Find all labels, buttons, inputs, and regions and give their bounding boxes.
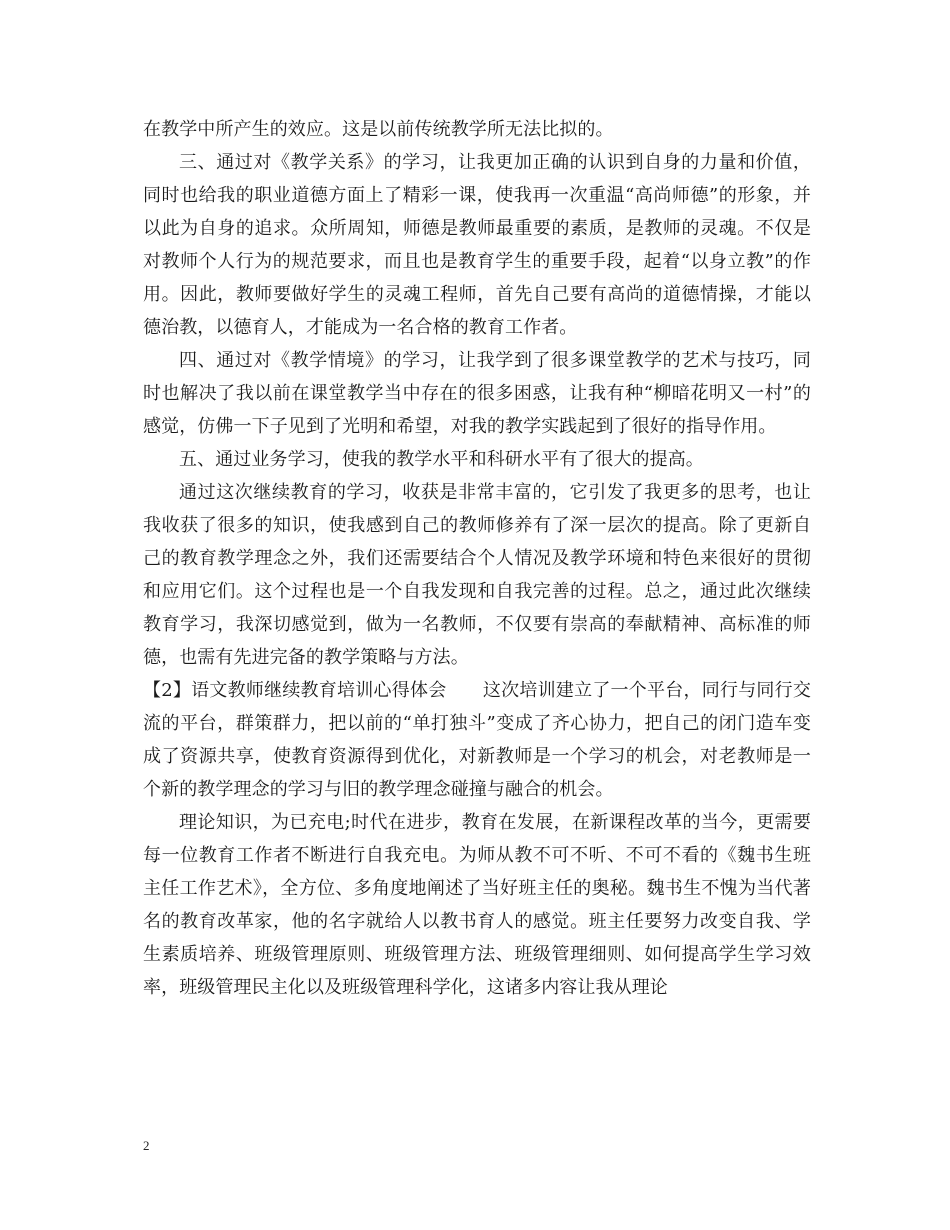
page-number: 2 bbox=[143, 1138, 150, 1153]
paragraph: 通过这次继续教育的学习，收获是非常丰富的，它引发了我更多的思考，也让我收获了很多的知识，使我感到自己的教师修养有了深一层次的提高。除了更新自己的教育教学理念之外，我们还需要结合个人情况及教学环境和特色来很好的贯彻和应用它们。这个过程也是一个自我发现和自我完善的过程。总之，通过此次继续教育学习，我深切感觉到，做为一名教师，不仅要有崇高的奉献精神、高标准的师德，也需有先进完备的教学策略与方法。 bbox=[143, 482, 811, 668]
body-text bbox=[143, 113, 811, 1004]
paragraph: 理论知识，为已充电;时代在进步，教育在发展，在新课程改革的当今，更需要每一位教育工作者不断进行自我充电。为师从教不可不听、不可不看的《魏书生班主任工作艺术》，全方位、多角度地阐述了当好班主任的奥秘。魏书生不愧为当代著名的教育改革家，他的名字就给人以教书育人的感觉。班主任要努力改变自我、学生素质培养、班级管理原则、班级管理方法、班级管理细则、如何提高学生学习效率，班级管理民主化以及班级管理科学化，这诸多内容让我从理论 bbox=[143, 812, 811, 998]
paragraph: 三、通过对《教学关系》的学习，让我更加正确的认识到自身的力量和价值，同时也给我的职业道德方面上了精彩一课，使我再一次重温“高尚师德”的形象，并以此为自身的追求。众所周知，师德是教师最重要的素质，是教师的灵魂。不仅是对教师个人行为的规范要求，而且也是教育学生的重要手段，起着“以身立教”的作用。因此，教师要做好学生的灵魂工程师，首先自己要有高尚的道德情操，才能以德治教，以德育人，才能成为一名合格的教育工作者。 bbox=[143, 152, 811, 338]
paragraph: 四、通过对《教学情境》的学习，让我学到了很多课堂教学的艺术与技巧，同时也解决了我以前在课堂教学当中存在的很多困惑，让我有种“柳暗花明又一村”的感觉，仿佛一下子见到了光明和希望，对我的教学实践起到了很好的指导作用。 bbox=[143, 350, 811, 437]
section-heading-paragraph: 【2】语文教师继续教育培训心得体会 这次培训建立了一个平台，同行与同行交流的平台，群策群力，把以前的“单打独斗”变成了齐心协力，把自己的闭门造车变成了资源共享，使教育资源得到优化，对新教师是一个学习的机会，对老教师是一个新的教学理念的学习与旧的教学理念碰撞与融合的机会。 bbox=[143, 680, 811, 800]
paragraph: 五、通过业务学习，使我的教学水平和科研水平有了很大的提高。 bbox=[179, 449, 704, 470]
paragraph: 在教学中所产生的效应。这是以前传统教学所无法比拟的。 bbox=[143, 119, 614, 140]
